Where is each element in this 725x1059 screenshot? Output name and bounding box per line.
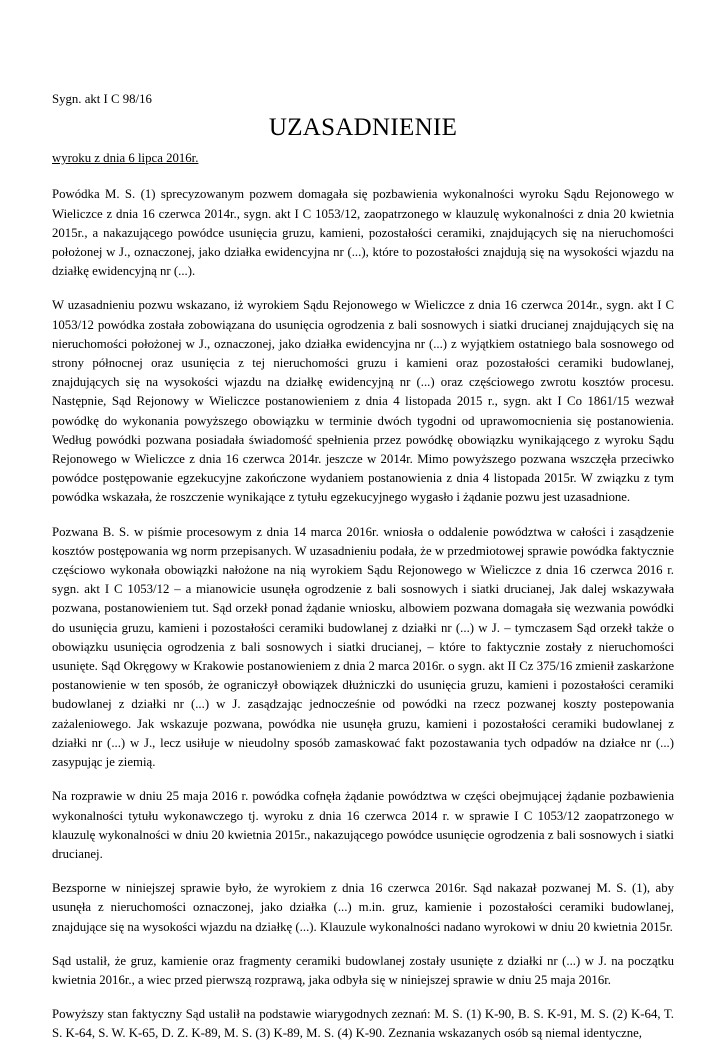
document-subtitle: wyroku z dnia 6 lipca 2016r. <box>52 151 199 166</box>
paragraph: Na rozprawie w dniu 25 maja 2016 r. powódka cofnęła żądanie powództwa w części obejmującej żądanie pozbawienia wykonalności tytułu wykonawczego tj. wyroku z dnia 16 czerwca 2014 r. w sprawie I C 1053/12 zaopatrzonego w klauzulę wykonalności w dniu 20 kwietnia 2015r., nakazującego powódce usunięcie ogrodzenia z bali sosnowych i siatki drucianej. <box>52 789 674 861</box>
paragraph: Powódka M. S. (1) sprecyzowanym pozwem domagała się pozbawienia wykonalności wyroku Sądu Rejonowego w Wieliczce z dnia 16 czerwca 2014r., sygn. akt I C 1053/12, zaopatrzonego w klauzulę wykonalności z dnia 20 kwietnia 2015r., a nakazującego powódce usunięcia gruzu, kamieni, pozostałości ceramiki, znajdujących się na nieruchomości położonej w J., oznaczonej, jako działka ewidencyjna nr (...), które to pozostałości znajdują się na wysokości wjazdu na działkę ewidencyjną nr (...). <box>52 187 674 279</box>
paragraph: Powyższy stan faktyczny Sąd ustalił na podstawie wiarygodnych zeznań: M. S. (1) K-90, B. S. K-91, M. S. (2) K-64, T. S. K-64, S. W. K-65, D. Z. K-89, M. S. (3) K-89, M. S. (4) K-90. Zeznania wskazanych osób są niemal identyczne, <box>52 1007 674 1041</box>
case-number: Sygn. akt I C 98/16 <box>52 92 152 106</box>
paragraph: W uzasadnieniu pozwu wskazano, iż wyrokiem Sądu Rejonowego w Wieliczce z dnia 16 czerwca 2014r., sygn. akt I C 1053/12 powódka została zobowiązana do usunięcia ogrodzenia z bali sosnowych i siatki drucianej znajdujących się na nieruchomości położonej w J., oznaczonej, jako działka ewidencyjna nr (...) z wyjątkiem ostatniego bala sosnowego od strony północnej oraz usunięcia z tej nieruchomości gruzu i kamieni oraz pozostałości ceramiki budowlanej, znajdujących się na wysokości wjazdu na działkę ewidencyjną nr (...) oraz częściowego zwrotu kosztów procesu. Następnie, Sąd Rejonowy w Wieliczce postanowieniem z dnia 4 listopada 2015 r., sygn. akt I Co 1861/15 wezwał powódkę do wykonania powyższego obowiązku w terminie dwóch tygodni od uprawomocnienia się postanowienia. Według powódki pozwana posiadała świadomość spełnienia przez powódkę obowiązku wynikającego z wyroku Sądu Rejonowego w Wieliczce z dnia 16 czerwca 2014r. jeszcze w 2014r. Mimo powyższego pozwana wszczęła przeciwko powódce postępowanie egzekucyjne zakończone wydaniem postanowienia z dnia 4 listopada 2015r. W związku z tym powódka wskazała, że roszczenie wynikające z tytułu egzekucyjnego wygasło i żądanie pozwu jest uzasadnione. <box>52 298 674 505</box>
paragraph: Bezsporne w niniejszej sprawie było, że wyrokiem z dnia 16 czerwca 2016r. Sąd nakazał pozwanej M. S. (1), aby usunęła z nieruchomości oznaczonej, jako działka (...) m.in. gruz, kamienie i pozostałości ceramiki budowlanej, znajdujące się na wysokości wjazdu na działkę (...). Klauzule wykonalności nadano wyrokowi w dniu 20 kwietnia 2015r. <box>52 881 674 934</box>
paragraph: Sąd ustalił, że gruz, kamienie oraz fragmenty ceramiki budowlanej zostały usunięte z działki nr (...) w J. na początku kwietnia 2016r., a wiec przed pierwszą rozprawą, jaka odbyła się w niniejszej sprawie w dniu 25 maja 2016r. <box>52 953 674 987</box>
document-page <box>52 90 674 1059</box>
document-title: UZASADNIENIE <box>268 114 458 142</box>
paragraph: Pozwana B. S. w piśmie procesowym z dnia 14 marca 2016r. wniosła o oddalenie powództwa w całości i zasądzenie kosztów postępowania wg norm przepisanych. W uzasadnieniu podała, że w przedmiotowej sprawie powódka faktycznie częściowo wykonała obowiązki nałożone na nią wyrokiem Sądu Rejonowego w Wieliczce z dnia 16 czerwca 2016 r. sygn. akt I C 1053/12 – a mianowicie usunęła ogrodzenie z bali sosnowych i siatki drucianej, Jak dalej wskazywała pozwana, postanowieniem tut. Sąd orzekł ponad żądanie wniosku, albowiem pozwana domagała się wezwania powódki do usunięcia gruzu, kamieni i pozostałości ceramiki budowlanej z działki nr (...) w J. – tymczasem Sąd orzekł także o obowiązku usunięcia ogrodzenia z bali sosnowych i siatki drucianej, – które to faktycznie zostały z nieruchomości usunięte. Sąd Okręgowy w Krakowie postanowieniem z dnia 2 marca 2016r. o sygn. akt II Cz 375/16 zmienił zaskarżone postanowienie w ten sposób, że ograniczył obowiązek dłużniczki do usunięcia gruzu, kamieni i pozostałości ceramiki budowlanej z działki nr (...) w J. zasądzając jednocześnie od powódki na rzecz pozwanej koszty postepowania zażaleniowego. Jak wskazuje pozwana, powódka nie usunęła gruzu, kamieni i pozostałości ceramiki budowlanej z działki nr (...) w J., lecz usiłuje w nieudolny sposób zamaskować fakt pozostawania tych odpadów na działce nr (...) zasypując je ziemią. <box>52 524 674 770</box>
